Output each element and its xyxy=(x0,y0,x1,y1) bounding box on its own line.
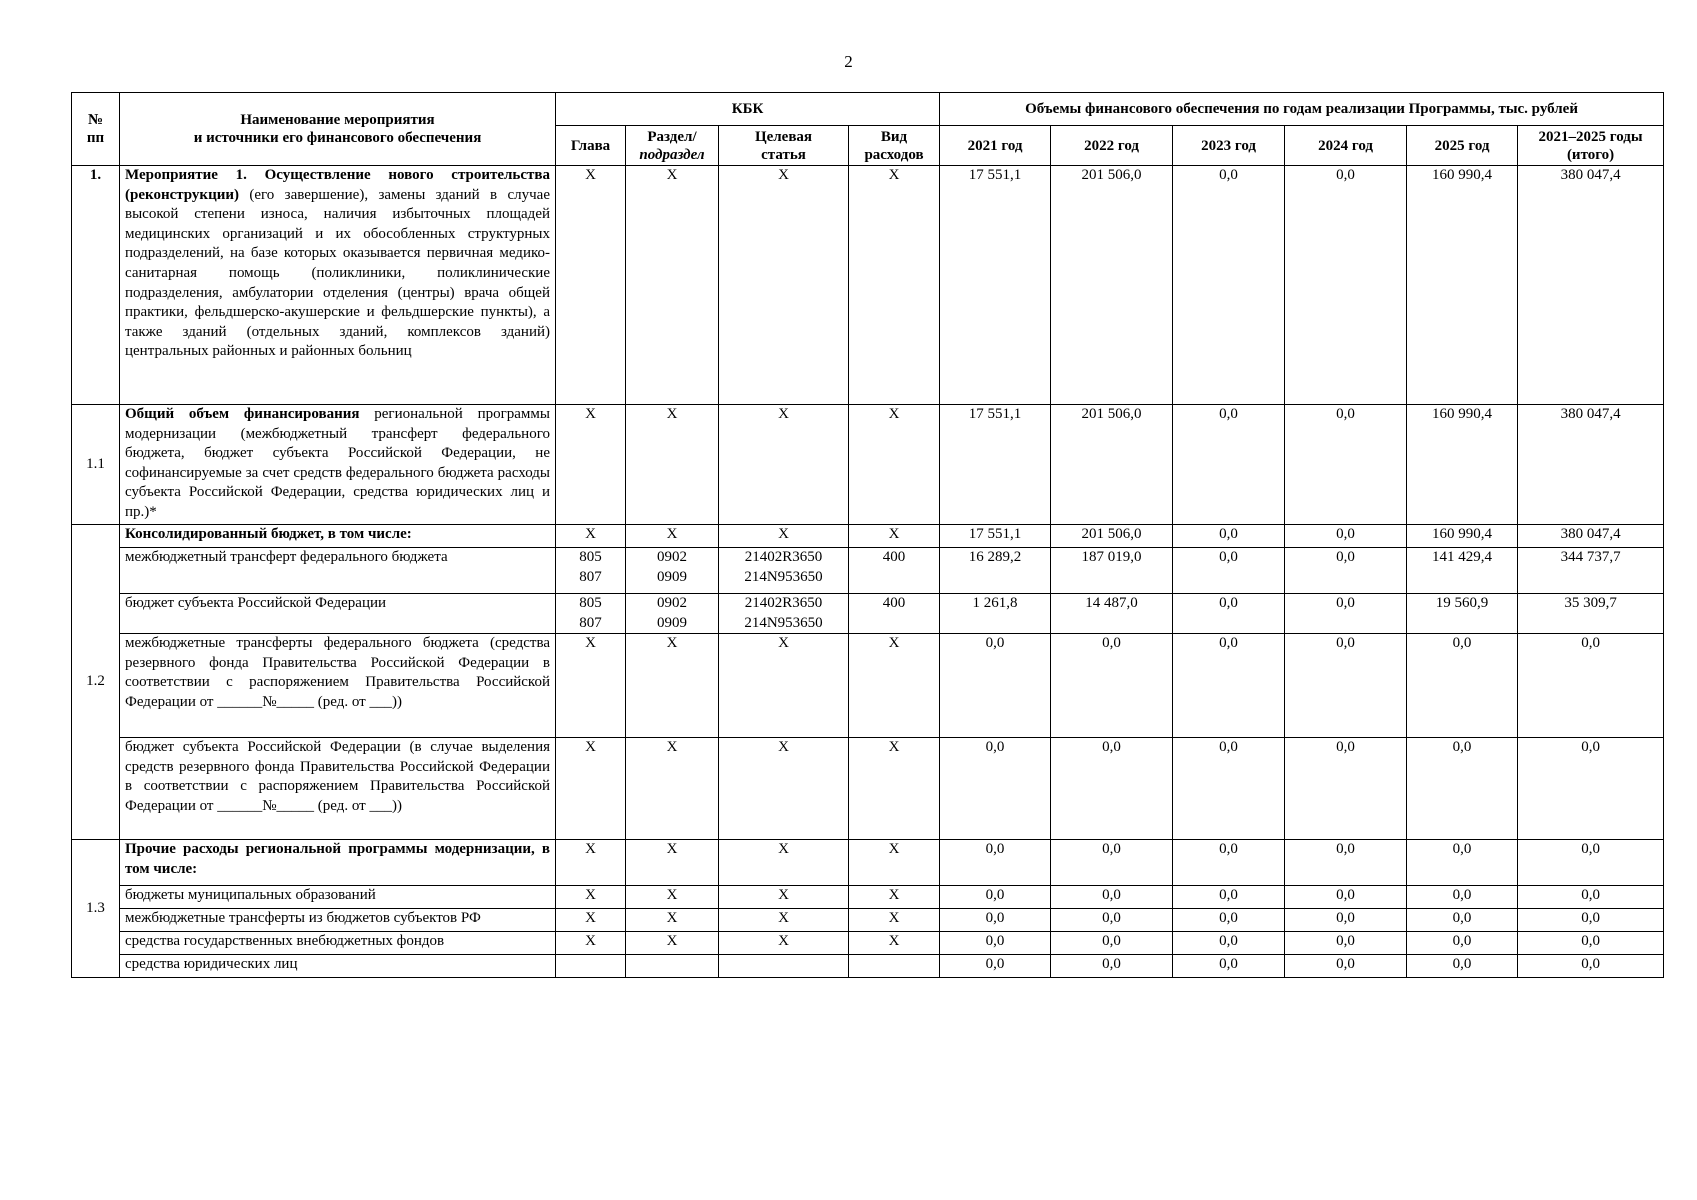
row-number: 1.3 xyxy=(72,840,120,978)
cell-razdel: X xyxy=(626,634,719,738)
cell-razdel: X xyxy=(626,525,719,548)
cell-2022: 187 019,0 xyxy=(1051,548,1173,594)
cell-2025: 141 429,4 xyxy=(1407,548,1518,594)
cell-2022: 201 506,0 xyxy=(1051,525,1173,548)
cell-2022: 201 506,0 xyxy=(1051,166,1173,405)
cell-razdel xyxy=(626,955,719,978)
cell-2025: 0,0 xyxy=(1407,886,1518,909)
cell-2023: 0,0 xyxy=(1173,634,1285,738)
cell-razdel: 0902 0909 xyxy=(626,548,719,594)
cell-2023: 0,0 xyxy=(1173,909,1285,932)
cell-2025: 160 990,4 xyxy=(1407,405,1518,525)
cell-vid: X xyxy=(849,166,940,405)
cell-2021: 16 289,2 xyxy=(940,548,1051,594)
cell-2023: 0,0 xyxy=(1173,166,1285,405)
cell-2023: 0,0 xyxy=(1173,955,1285,978)
cell-total: 0,0 xyxy=(1518,634,1664,738)
cell-2024: 0,0 xyxy=(1285,166,1407,405)
row-name-rest: (его завершение), замены зданий в случае высокой степени износа, наличия избыточных площадей медицинских организаций и их обособленных структурных подразделений, на базе которых оказывается первичная медико-санитарная помощь (поликлиники, поликлинические подразделения, амбулатории отделения (центры) врача общей практики, фельдшерско-акушерские и фельдшерские пункты), а также зданий (отдельных зданий, комплексов зданий) центральных районных и районных больниц xyxy=(125,186,550,360)
row-name: бюджеты муниципальных образований xyxy=(120,886,556,909)
cell-total: 0,0 xyxy=(1518,840,1664,886)
header-2025: 2025 год xyxy=(1407,126,1518,166)
cell-glava: X xyxy=(556,405,626,525)
cell-2021: 1 261,8 xyxy=(940,594,1051,634)
cell-glava: X xyxy=(556,840,626,886)
cell-2021: 0,0 xyxy=(940,955,1051,978)
cell-2021: 17 551,1 xyxy=(940,525,1051,548)
cell-2025: 0,0 xyxy=(1407,932,1518,955)
cell-2022: 0,0 xyxy=(1051,886,1173,909)
header-2023: 2023 год xyxy=(1173,126,1285,166)
cell-glava xyxy=(556,955,626,978)
cell-2024: 0,0 xyxy=(1285,840,1407,886)
cell-2023: 0,0 xyxy=(1173,548,1285,594)
cell-2022: 201 506,0 xyxy=(1051,405,1173,525)
cell-vid: 400 xyxy=(849,594,940,634)
cell-celevaya: X xyxy=(719,840,849,886)
header-name: Наименование мероприятия и источники его финансового обеспечения xyxy=(120,93,556,166)
cell-2022: 0,0 xyxy=(1051,634,1173,738)
cell-2025: 0,0 xyxy=(1407,909,1518,932)
cell-2024: 0,0 xyxy=(1285,738,1407,840)
cell-2024: 0,0 xyxy=(1285,594,1407,634)
cell-2022: 0,0 xyxy=(1051,840,1173,886)
financing-table xyxy=(71,92,1664,978)
cell-razdel: X xyxy=(626,886,719,909)
cell-2024: 0,0 xyxy=(1285,634,1407,738)
cell-razdel: X xyxy=(626,405,719,525)
row-name-bold: Общий объем финансирования xyxy=(125,406,360,422)
cell-2025: 19 560,9 xyxy=(1407,594,1518,634)
cell-2021: 0,0 xyxy=(940,886,1051,909)
cell-razdel: X xyxy=(626,932,719,955)
row-name xyxy=(120,405,556,525)
cell-celevaya: 21402R3650 214N953650 xyxy=(719,548,849,594)
row-name: средства юридических лиц xyxy=(120,955,556,978)
cell-2024: 0,0 xyxy=(1285,405,1407,525)
row-name-rest: региональной программы модернизации (межбюджетный трансферт федерального бюджета, бюджет субъекта Российской Федерации, не софинансируемые за счет средств федерального бюджета расходы субъекта Российской Федерации, средства юридических лиц и пр.)* xyxy=(125,406,550,520)
cell-glava: X xyxy=(556,166,626,405)
header-2021: 2021 год xyxy=(940,126,1051,166)
cell-celevaya: X xyxy=(719,634,849,738)
header-celevaya: Целевая статья xyxy=(719,126,849,166)
cell-razdel: X xyxy=(626,840,719,886)
header-2024: 2024 год xyxy=(1285,126,1407,166)
row-name: межбюджетный трансферт федерального бюджета xyxy=(120,548,556,594)
header-number: № пп xyxy=(72,93,120,166)
table-row xyxy=(72,955,1664,978)
cell-celevaya xyxy=(719,955,849,978)
cell-glava: X xyxy=(556,634,626,738)
cell-2023: 0,0 xyxy=(1173,840,1285,886)
table-row xyxy=(72,166,1664,405)
cell-razdel: X xyxy=(626,909,719,932)
cell-vid: X xyxy=(849,886,940,909)
row-name: межбюджетные трансферты из бюджетов субъектов РФ xyxy=(120,909,556,932)
cell-total: 0,0 xyxy=(1518,955,1664,978)
cell-celevaya: 21402R3650 214N953650 xyxy=(719,594,849,634)
row-name: бюджет субъекта Российской Федерации xyxy=(120,594,556,634)
cell-celevaya: X xyxy=(719,886,849,909)
row-name xyxy=(120,166,556,405)
cell-2025: 0,0 xyxy=(1407,634,1518,738)
cell-2023: 0,0 xyxy=(1173,738,1285,840)
cell-celevaya: X xyxy=(719,932,849,955)
cell-2023: 0,0 xyxy=(1173,525,1285,548)
cell-glava: X xyxy=(556,738,626,840)
cell-celevaya: X xyxy=(719,405,849,525)
cell-glava: 805 807 xyxy=(556,548,626,594)
cell-2025: 0,0 xyxy=(1407,840,1518,886)
cell-2021: 0,0 xyxy=(940,909,1051,932)
cell-2021: 0,0 xyxy=(940,840,1051,886)
header-razdel xyxy=(626,126,719,166)
header-kbk: КБК xyxy=(556,93,940,126)
table-row xyxy=(72,405,1664,525)
cell-vid: X xyxy=(849,525,940,548)
table-row xyxy=(72,932,1664,955)
row-name: Прочие расходы региональной программы модернизации, в том числе: xyxy=(120,840,556,886)
header-2022: 2022 год xyxy=(1051,126,1173,166)
cell-razdel: X xyxy=(626,166,719,405)
cell-glava: 805 807 xyxy=(556,594,626,634)
cell-2023: 0,0 xyxy=(1173,594,1285,634)
cell-2023: 0,0 xyxy=(1173,932,1285,955)
cell-vid: X xyxy=(849,909,940,932)
cell-2022: 0,0 xyxy=(1051,738,1173,840)
row-number: 1.1 xyxy=(72,405,120,525)
cell-total: 0,0 xyxy=(1518,886,1664,909)
cell-celevaya: X xyxy=(719,909,849,932)
cell-razdel: X xyxy=(626,738,719,840)
header-vid: Вид расходов xyxy=(849,126,940,166)
cell-total: 35 309,7 xyxy=(1518,594,1664,634)
cell-2022: 14 487,0 xyxy=(1051,594,1173,634)
cell-2021: 0,0 xyxy=(940,634,1051,738)
cell-2025: 160 990,4 xyxy=(1407,525,1518,548)
cell-glava: X xyxy=(556,932,626,955)
cell-glava: X xyxy=(556,909,626,932)
table-row xyxy=(72,909,1664,932)
header-total: 2021–2025 годы (итого) xyxy=(1518,126,1664,166)
table-row xyxy=(72,840,1664,886)
cell-vid: 400 xyxy=(849,548,940,594)
cell-2022: 0,0 xyxy=(1051,909,1173,932)
cell-total: 380 047,4 xyxy=(1518,405,1664,525)
cell-vid: X xyxy=(849,405,940,525)
cell-2022: 0,0 xyxy=(1051,932,1173,955)
cell-razdel: 0902 0909 xyxy=(626,594,719,634)
cell-celevaya: X xyxy=(719,166,849,405)
row-number: 1. xyxy=(72,166,120,405)
cell-2025: 0,0 xyxy=(1407,955,1518,978)
cell-total: 0,0 xyxy=(1518,738,1664,840)
cell-vid: X xyxy=(849,840,940,886)
row-name: межбюджетные трансферты федерального бюджета (средства резервного фонда Правительства Российской Федерации в соответствии с распоряжением Правительства Российской Федерации от ______№_____ (ред. от ___)) xyxy=(120,634,556,738)
cell-2025: 0,0 xyxy=(1407,738,1518,840)
cell-celevaya: X xyxy=(719,525,849,548)
cell-celevaya: X xyxy=(719,738,849,840)
cell-2024: 0,0 xyxy=(1285,955,1407,978)
cell-total: 344 737,7 xyxy=(1518,548,1664,594)
cell-2024: 0,0 xyxy=(1285,932,1407,955)
cell-2024: 0,0 xyxy=(1285,886,1407,909)
row-name: средства государственных внебюджетных фондов xyxy=(120,932,556,955)
table-row xyxy=(72,525,1664,548)
cell-2024: 0,0 xyxy=(1285,909,1407,932)
cell-total: 0,0 xyxy=(1518,932,1664,955)
cell-2024: 0,0 xyxy=(1285,548,1407,594)
cell-2023: 0,0 xyxy=(1173,405,1285,525)
cell-2023: 0,0 xyxy=(1173,886,1285,909)
header-razdel-label: Раздел/ xyxy=(647,128,697,145)
cell-2021: 17 551,1 xyxy=(940,166,1051,405)
table-row xyxy=(72,886,1664,909)
cell-total: 380 047,4 xyxy=(1518,166,1664,405)
cell-2022: 0,0 xyxy=(1051,955,1173,978)
table-row xyxy=(72,634,1664,738)
cell-vid: X xyxy=(849,634,940,738)
header-glava: Глава xyxy=(556,126,626,166)
table-row xyxy=(72,594,1664,634)
cell-total: 0,0 xyxy=(1518,909,1664,932)
cell-glava: X xyxy=(556,886,626,909)
page-number: 2 xyxy=(844,52,853,71)
row-name: Консолидированный бюджет, в том числе: xyxy=(120,525,556,548)
cell-vid: X xyxy=(849,932,940,955)
cell-glava: X xyxy=(556,525,626,548)
cell-2025: 160 990,4 xyxy=(1407,166,1518,405)
cell-2021: 0,0 xyxy=(940,738,1051,840)
cell-total: 380 047,4 xyxy=(1518,525,1664,548)
table-row xyxy=(72,738,1664,840)
header-podrazdel-label: подраздел xyxy=(639,146,705,163)
row-name-bold: Мероприятие 1. Осуществление нового строительства (реконструкции) xyxy=(125,167,550,203)
table-row xyxy=(72,548,1664,594)
cell-2021: 0,0 xyxy=(940,932,1051,955)
header-volumes: Объемы финансового обеспечения по годам реализации Программы, тыс. рублей xyxy=(940,93,1664,126)
row-number: 1.2 xyxy=(72,525,120,840)
cell-2021: 17 551,1 xyxy=(940,405,1051,525)
cell-2024: 0,0 xyxy=(1285,525,1407,548)
cell-vid xyxy=(849,955,940,978)
row-name: бюджет субъекта Российской Федерации (в случае выделения средств резервного фонда Правительства Российской Федерации в соответствии с распоряжением Правительства Российской Федерации от ______№_____ (ред. от ___)) xyxy=(120,738,556,840)
cell-vid: X xyxy=(849,738,940,840)
